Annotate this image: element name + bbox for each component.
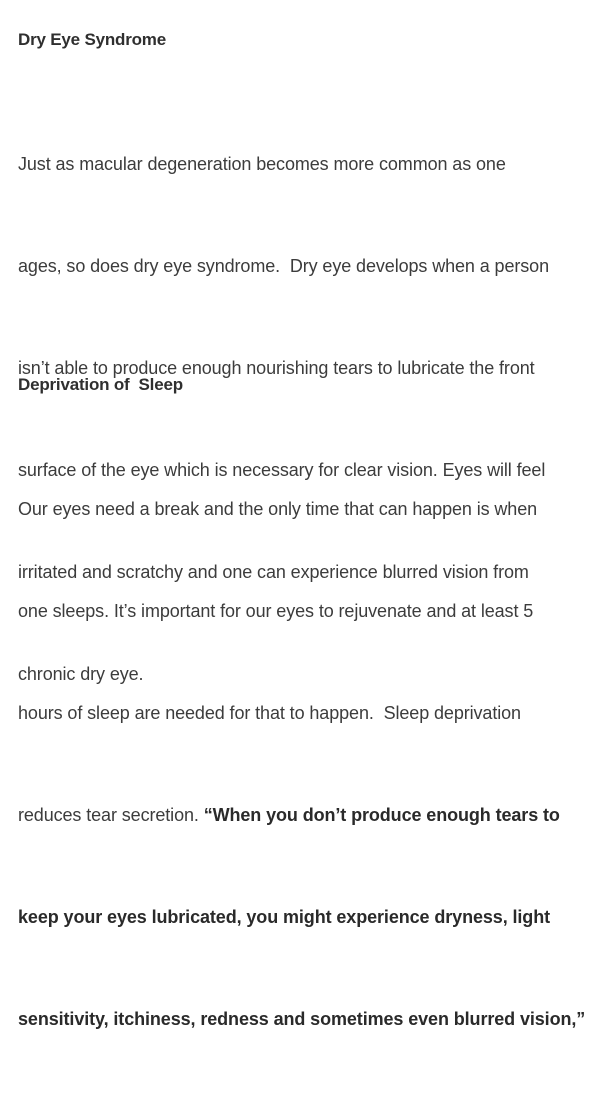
quote-line: keep your eyes lubricated, you might experience dryness, light: [18, 907, 550, 927]
section-heading-sleep: Deprivation of Sleep: [18, 375, 183, 394]
paragraph-line: surface of the eye which is necessary for clear vision. Eyes will feel: [18, 460, 546, 480]
paragraph-line: chronic dry eye.: [18, 664, 144, 684]
plain-text: reduces tear secretion.: [18, 805, 204, 825]
paragraph-line: irritated and scratchy and one can experience blurred vision from: [18, 562, 529, 582]
paragraph-line: Just as macular degeneration becomes more common as one: [18, 154, 506, 174]
paragraph-line-mixed: [18, 798, 574, 832]
paragraph-line: isn’t able to produce enough nourishing tears to lubricate the front: [18, 358, 535, 378]
paragraph-line: Our eyes need a break and the only time that can happen is when: [18, 499, 538, 519]
section-heading-dry-eye: Dry Eye Syndrome: [18, 30, 166, 49]
paragraph-line: one sleeps. It’s important for our eyes to rejuvenate and at least 5: [18, 601, 534, 621]
quote-line: sensitivity, itchiness, redness and sometimes even blurred vision,”: [18, 1009, 586, 1029]
paragraph-line: ages, so does dry eye syndrome. Dry eye develops when a person: [18, 256, 549, 276]
quote-text: “When you don’t produce enough tears to: [203, 805, 560, 825]
paragraph-line: hours of sleep are needed for that to happen. Sleep deprivation: [18, 703, 521, 723]
paragraph-sleep: [18, 424, 586, 1104]
